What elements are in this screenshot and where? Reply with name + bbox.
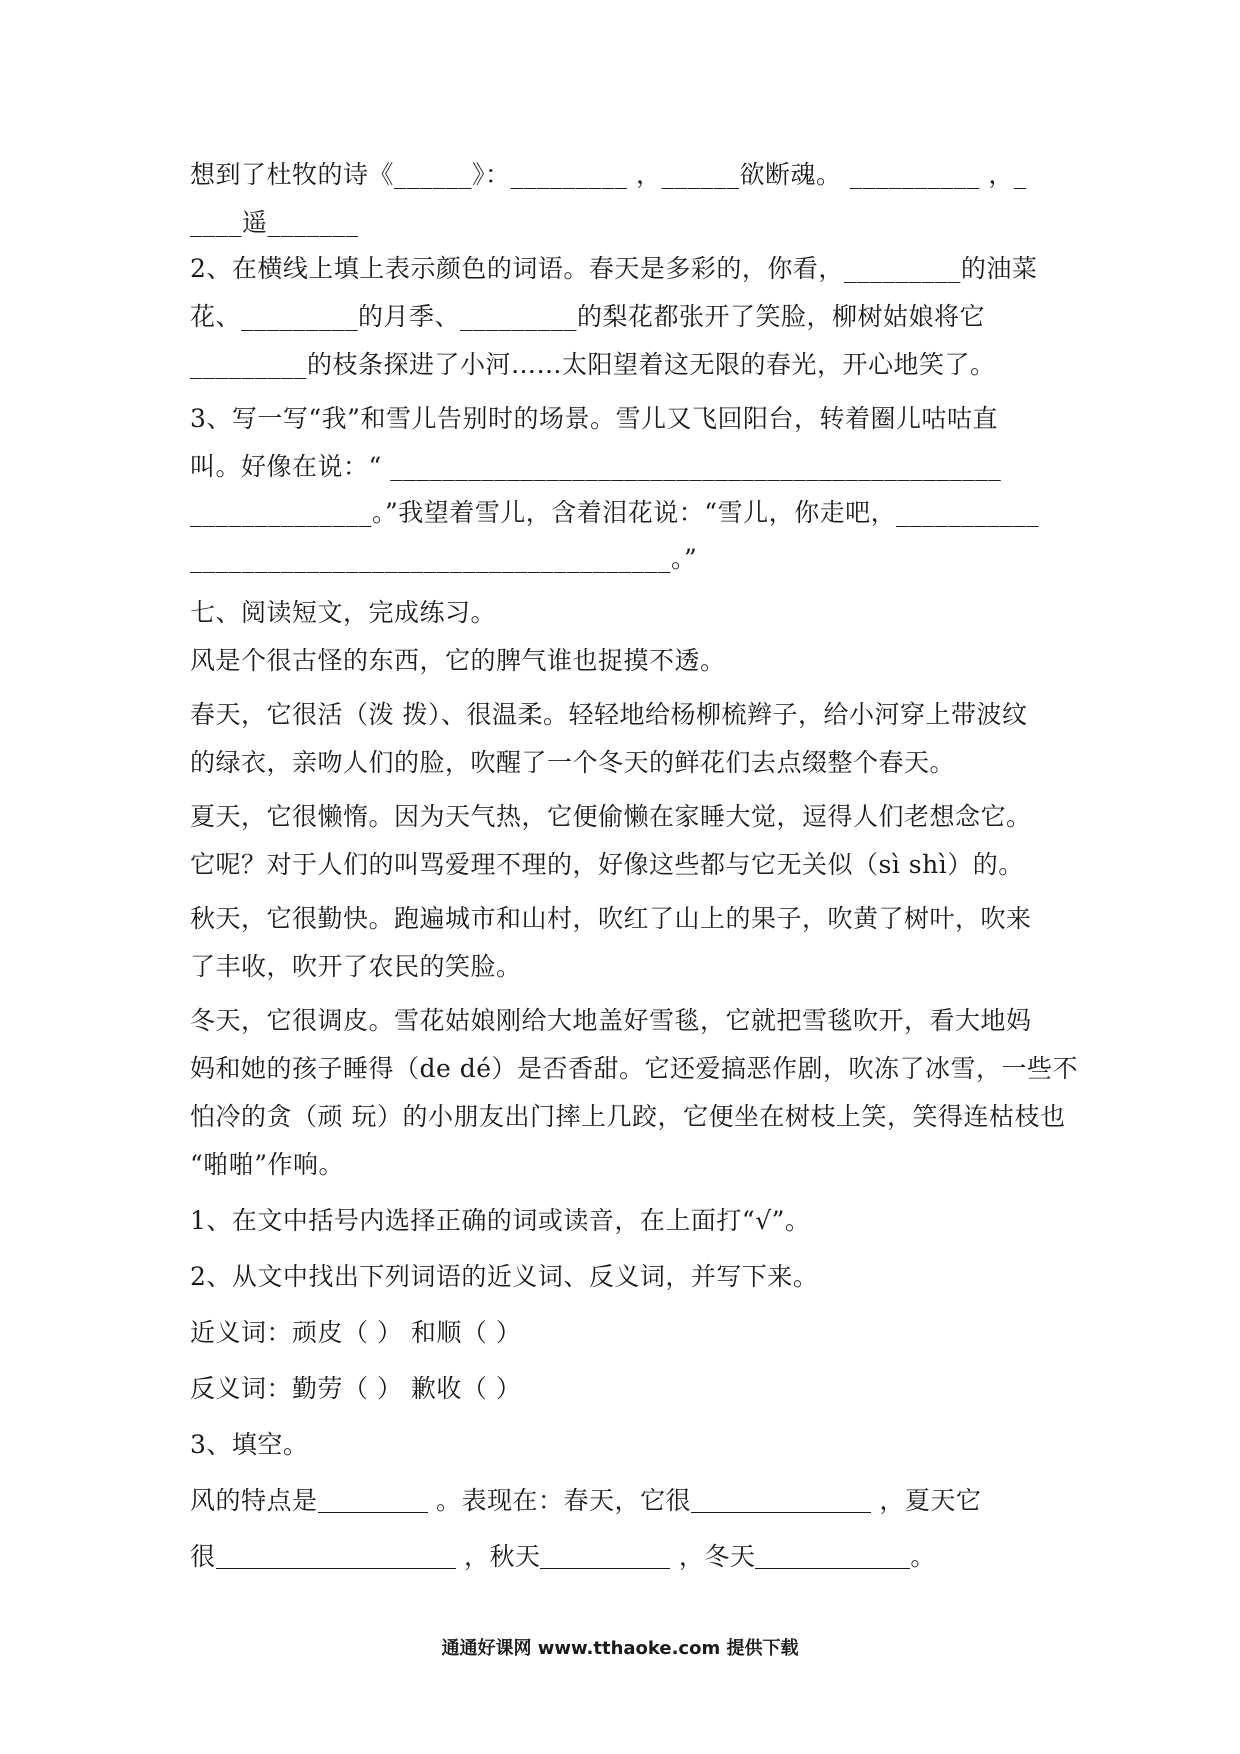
text-line: 怕冷的贪（顽 玩）的小朋友出门摔上几跤，它便坐在树枝上笑，笑得连枯枝也 bbox=[190, 1102, 1066, 1131]
fill-line-2 bbox=[190, 1542, 936, 1572]
text-line: 反义词：勤劳（ ） 歉收（ ） bbox=[190, 1374, 522, 1403]
text-line: 它呢？对于人们的叫骂爱理不理的，好像这些都与它无关似（sì shì）的。 bbox=[190, 850, 1024, 879]
fill-text: ，秋天 bbox=[455, 1542, 541, 1571]
blank-underline[interactable] bbox=[540, 1546, 670, 1569]
text-line: “啪啪”作响。 bbox=[190, 1150, 345, 1179]
page-footer: 通通好课网 www.tthaoke.com 提供下载 bbox=[441, 1638, 799, 1659]
blank-underline[interactable] bbox=[691, 1490, 871, 1513]
fill-text: 。表现在：春天，它很 bbox=[427, 1486, 691, 1515]
text-line: 七、阅读短文，完成练习。 bbox=[190, 598, 497, 627]
blank-underline[interactable] bbox=[216, 1546, 456, 1569]
text-line: 风是个很古怪的东西，它的脾气谁也捉摸不透。 bbox=[190, 646, 726, 675]
text-line: ____遥_______ bbox=[190, 208, 359, 237]
text-line: _____________________________________。” bbox=[190, 544, 698, 573]
text-line: 的绿衣，亲吻人们的脸，吹醒了一个冬天的鲜花们去点缀整个春天。 bbox=[190, 748, 956, 777]
text-line: 近义词：顽皮（ ） 和顺（ ） bbox=[190, 1318, 522, 1347]
text-line: 秋天，它很勤快。跑遍城市和山村，吹红了山上的果子，吹黄了树叶，吹来 bbox=[190, 904, 1032, 933]
text-line: 花、_________的月季、_________的梨花都张开了笑脸，柳树姑娘将它 bbox=[190, 302, 986, 331]
text-line: 妈和她的孩子睡得（de dé）是否香甜。它还爱搞恶作剧，吹冻了冰雪，一些不 bbox=[190, 1054, 1079, 1083]
text-line: ______________。”我望着雪儿，含着泪花说：“雪儿，你走吧，___________ bbox=[190, 498, 1040, 527]
blank-underline[interactable] bbox=[755, 1546, 910, 1569]
fill-line-1 bbox=[190, 1486, 981, 1516]
text-line: 春天，它很活（泼 拨）、很温柔。轻轻地给杨柳梳辫子，给小河穿上带波纹 bbox=[190, 700, 1028, 729]
text-line: 3、填空。 bbox=[190, 1430, 309, 1459]
text-line: 2、在横线上填上表示颜色的词语。春天是多彩的，你看，_________的油菜 bbox=[190, 254, 1038, 283]
fill-text: 很 bbox=[190, 1542, 216, 1571]
blank-underline[interactable] bbox=[318, 1490, 428, 1513]
fill-text: 风的特点是 bbox=[190, 1486, 318, 1515]
fill-text: ，夏天它 bbox=[870, 1486, 982, 1515]
text-line: 了丰收，吹开了农民的笑脸。 bbox=[190, 952, 522, 981]
text-line: 叫。好像在说：“ _______________________________________________ bbox=[190, 452, 1002, 481]
text-line: 冬天，它很调皮。雪花姑娘刚给大地盖好雪毯，它就把雪毯吹开，看大地妈 bbox=[190, 1006, 1032, 1035]
text-line: 2、从文中找出下列词语的近义词、反义词，并写下来。 bbox=[190, 1262, 819, 1291]
fill-text: ，冬天 bbox=[670, 1542, 756, 1571]
fill-text: 。 bbox=[910, 1542, 936, 1571]
text-line: 想到了杜牧的诗《______》：_________ ，______欲断魂。 __________ ，_ bbox=[190, 160, 1027, 189]
text-line: 3、写一写“我”和雪儿告别时的场景。雪儿又飞回阳台，转着圈儿咕咕直 bbox=[190, 404, 998, 433]
text-line: _________的枝条探进了小河……太阳望着这无限的春光，开心地笑了。 bbox=[190, 350, 996, 379]
text-line: 1、在文中括号内选择正确的词或读音，在上面打“√”。 bbox=[190, 1206, 811, 1235]
text-line: 夏天，它很懒惰。因为天气热，它便偷懒在家睡大觉，逗得人们老想念它。 bbox=[190, 802, 1032, 831]
